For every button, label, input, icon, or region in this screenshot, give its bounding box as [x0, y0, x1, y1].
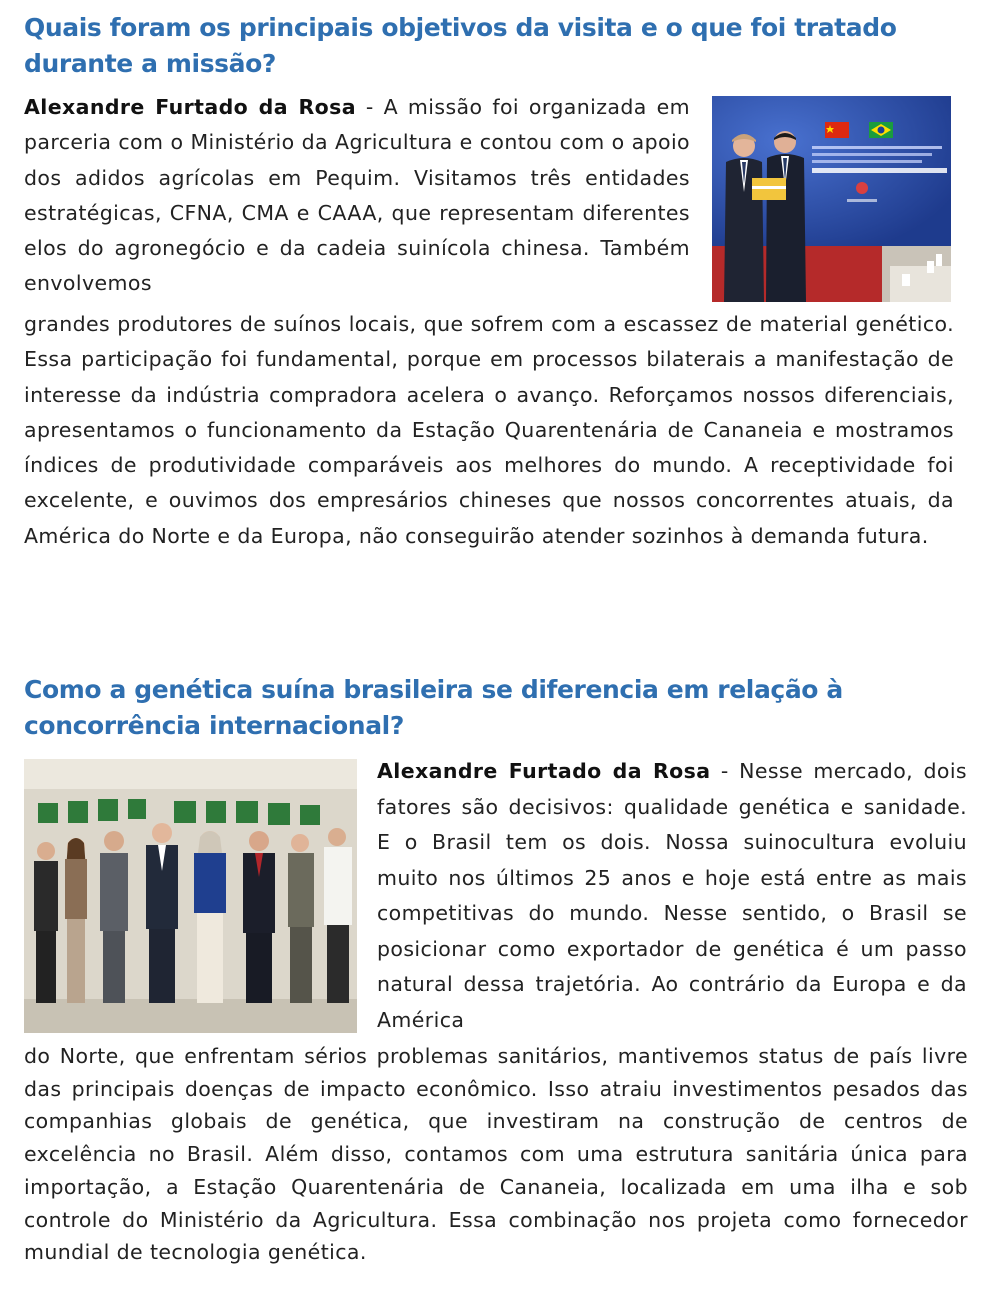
section2-answer-part1 [377, 754, 967, 1038]
section1-answer-part1 [24, 90, 690, 302]
section1-question: Quais foram os principais objetivos da visita e o que foi tratado durante a missão? [24, 13, 897, 78]
section1-speaker: Alexandre Furtado da Rosa [24, 95, 356, 119]
section2-speaker: Alexandre Furtado da Rosa [377, 759, 711, 783]
delegation-group-photo [24, 759, 357, 1033]
section2-answer-text1: - Nesse mercado, dois fatores são decisivos: qualidade genética e sanidade. E o Brasil tem os dois. Nossa suinocultura evoluiu muito nos últimos 25 anos e hoje está entre as mais competitivas do mundo. Nesse sentido, o Brasil se posicionar como exportador de genética é um passo natural dessa trajetória. Ao contrário da Europa e da América [377, 759, 967, 1032]
meeting-handshake-photo [712, 96, 951, 302]
delegation-group-illustration [24, 759, 357, 1033]
section2-answer-part2: do Norte, que enfrentam sérios problemas sanitários, mantivemos status de país livre das principais doenças de impacto econômico. Isso atraiu investimentos pesados das companhias globais de genética, que investiram na construção de centros de excelência no Brasil. Além disso, contamos com uma estrutura sanitária única para importação, a Estação Quarentenária de Cananeia, localizada em uma ilha e sob controle do Ministério da Agricultura. Essa combinação nos projeta como fornecedor mundial de tecnologia genética. [24, 1044, 968, 1265]
section1-answer-text1: - A missão foi organizada em parceria com o Ministério da Agricultura e contou com o apoio dos adidos agrícolas em Pequim. Visitamos três entidades estratégicas, CFNA, CMA e CAAA, que representam diferentes elos do agronegócio e da cadeia suinícola chinesa. Também envolvemos [24, 95, 690, 296]
section1-answer-part2: grandes produtores de suínos locais, que sofrem com a escassez de material genético. Essa participação foi fundamental, porque em processos bilaterais a manifestação de interesse da indústria compradora acelera o avanço. Reforçamos nossos diferenciais, apresentamos o funcionamento da Estação Quarentenária de Cananeia e mostramos índices de produtividade comparáveis aos melhores do mundo. A receptividade foi excelente, e ouvimos dos empresários chineses que nossos concorrentes atuais, da América do Norte e da Europa, não conseguirão atender sozinhos à demanda futura. [24, 312, 954, 548]
meeting-handshake-illustration [712, 96, 951, 302]
section2-question: Como a genética suína brasileira se diferencia em relação à concorrência internacional? [24, 675, 843, 740]
